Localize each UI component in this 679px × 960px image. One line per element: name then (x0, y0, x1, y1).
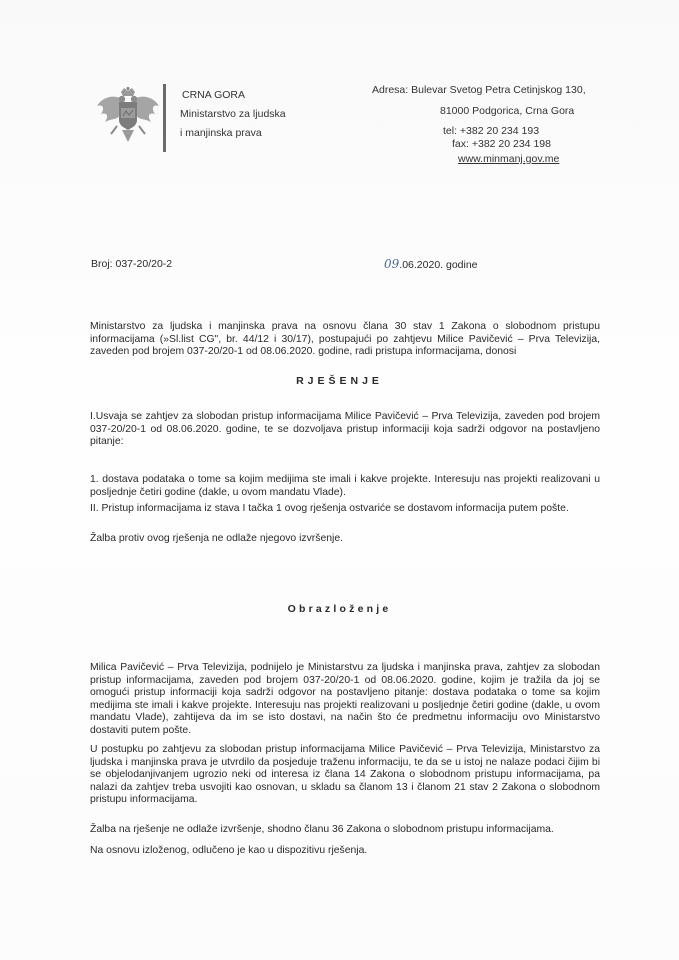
reasoning-paragraph-1: Milica Pavičević – Prva Televizija, podnijelo je Ministarstvu za ljudska i manjinska prava, zahtjev za slobodan pristup informacijama, zaveden pod brojem 037-20/20-1 od 08.06.2020. godine, kojim je tražila da joj se omogući pristup informaciji koja sadrži odgovor na postavljeno pitanje: dostava podataka o tome sa kojim medijima ste imali i kakve projekte. Interesuju nas projekti realizovani u posljednje četiri godine (dakle, u ovom mandatu Vlade), zahtijeva da im se isto dostavi, na način što će predmetnu informaciju ovo Ministarstvo dostaviti putem pošte. (90, 662, 600, 736)
decision-paragraph-2: II. Pristup informacijama iz stava I tačka 1 ovog rješenja ostvariće se dostavom informacija putem pošte. (90, 503, 569, 514)
intro-paragraph: Ministarstvo za ljudska i manjinska prava na osnovu člana 30 stav 1 Zakona o slobodnom pristupu informacijama (»Sl.list CG", br. 44/12 i 30/17), postupajući po zahtjevu Milice Pavičević – Prva Televizija, zaveden pod brojem 037-20/20-1 od 08.06.2020. godine, radi pristupa informacijama, donosi (90, 321, 600, 358)
address-street: Adresa: Bulevar Svetog Petra Cetinjskog 130, (372, 84, 586, 96)
website-link[interactable]: www.minmanj.gov.me (458, 153, 560, 165)
decision-heading: RJEŠENJE (296, 375, 383, 387)
phone-number: tel: +382 20 234 193 (443, 125, 540, 137)
fax-number: fax: +382 20 234 198 (452, 138, 551, 150)
handwritten-day: 09 (384, 257, 400, 271)
date-rest: .06.2020. godine (399, 259, 478, 271)
reasoning-heading: Obrazloženje (287, 603, 392, 615)
reference-number: Broj: 037-20/20-2 (91, 258, 173, 270)
reasoning-paragraph-4: Na osnovu izloženog, odlučeno je kao u dispozitivu rješenja. (90, 845, 368, 856)
letterhead-divider (163, 84, 166, 152)
reasoning-paragraph-2: U postupku po zahtjevu za slobodan pristup informacijama Milice Pavičević – Prva Televizija, Ministarstvo za ljudska i manjinska prava je utvrdilo da posjeduje traženu informaciju, te da se u istoj ne nalaze podaci čijim bi se objelodanjivanjem ugrozio neki od interesa iz člana 14 Zakona o slobodnom pristupu informacijama, pa nalazi da zahtjev treba usvojiti kao osnovan, u skladu sa članom 13 i članom 21 stav 2 Zakona o slobodnom pristupu informacijama. (90, 744, 600, 806)
reasoning-paragraph-3: Žalba na rješenje ne odlaže izvršenje, shodno članu 36 Zakona o slobodnom pristupu informacijama. (90, 824, 554, 835)
ministry-name-line1: Ministarstvo za ljudska (180, 108, 286, 120)
coat-of-arms-icon (95, 86, 161, 146)
document-date (384, 257, 478, 271)
address-city: 81000 Podgorica, Crna Gora (440, 105, 575, 117)
decision-appeal-note: Žalba protiv ovog rješenja ne odlaže njegovo izvršenje. (90, 533, 343, 544)
country-name: CRNA GORA (182, 89, 246, 101)
issuer-block (180, 86, 286, 143)
decision-paragraph-1: I.Usvaja se zahtjev za slobodan pristup informacijama Milice Pavičević – Prva Televizija, zaveden pod brojem 037-20/20-1 od 08.06.2020. godine, te se dozvoljava pristup informaciji koja sadrži odgovor na postavljeno pitanje: (90, 411, 600, 448)
decision-item-1: 1. dostava podataka o tome sa kojim medijima ste imali i kakve projekte. Interesuju nas projekti realizovani u posljednje četiri godine (dakle, u ovom mandatu Vlade). (90, 474, 600, 498)
ministry-name-line2: i manjinska prava (180, 127, 262, 139)
